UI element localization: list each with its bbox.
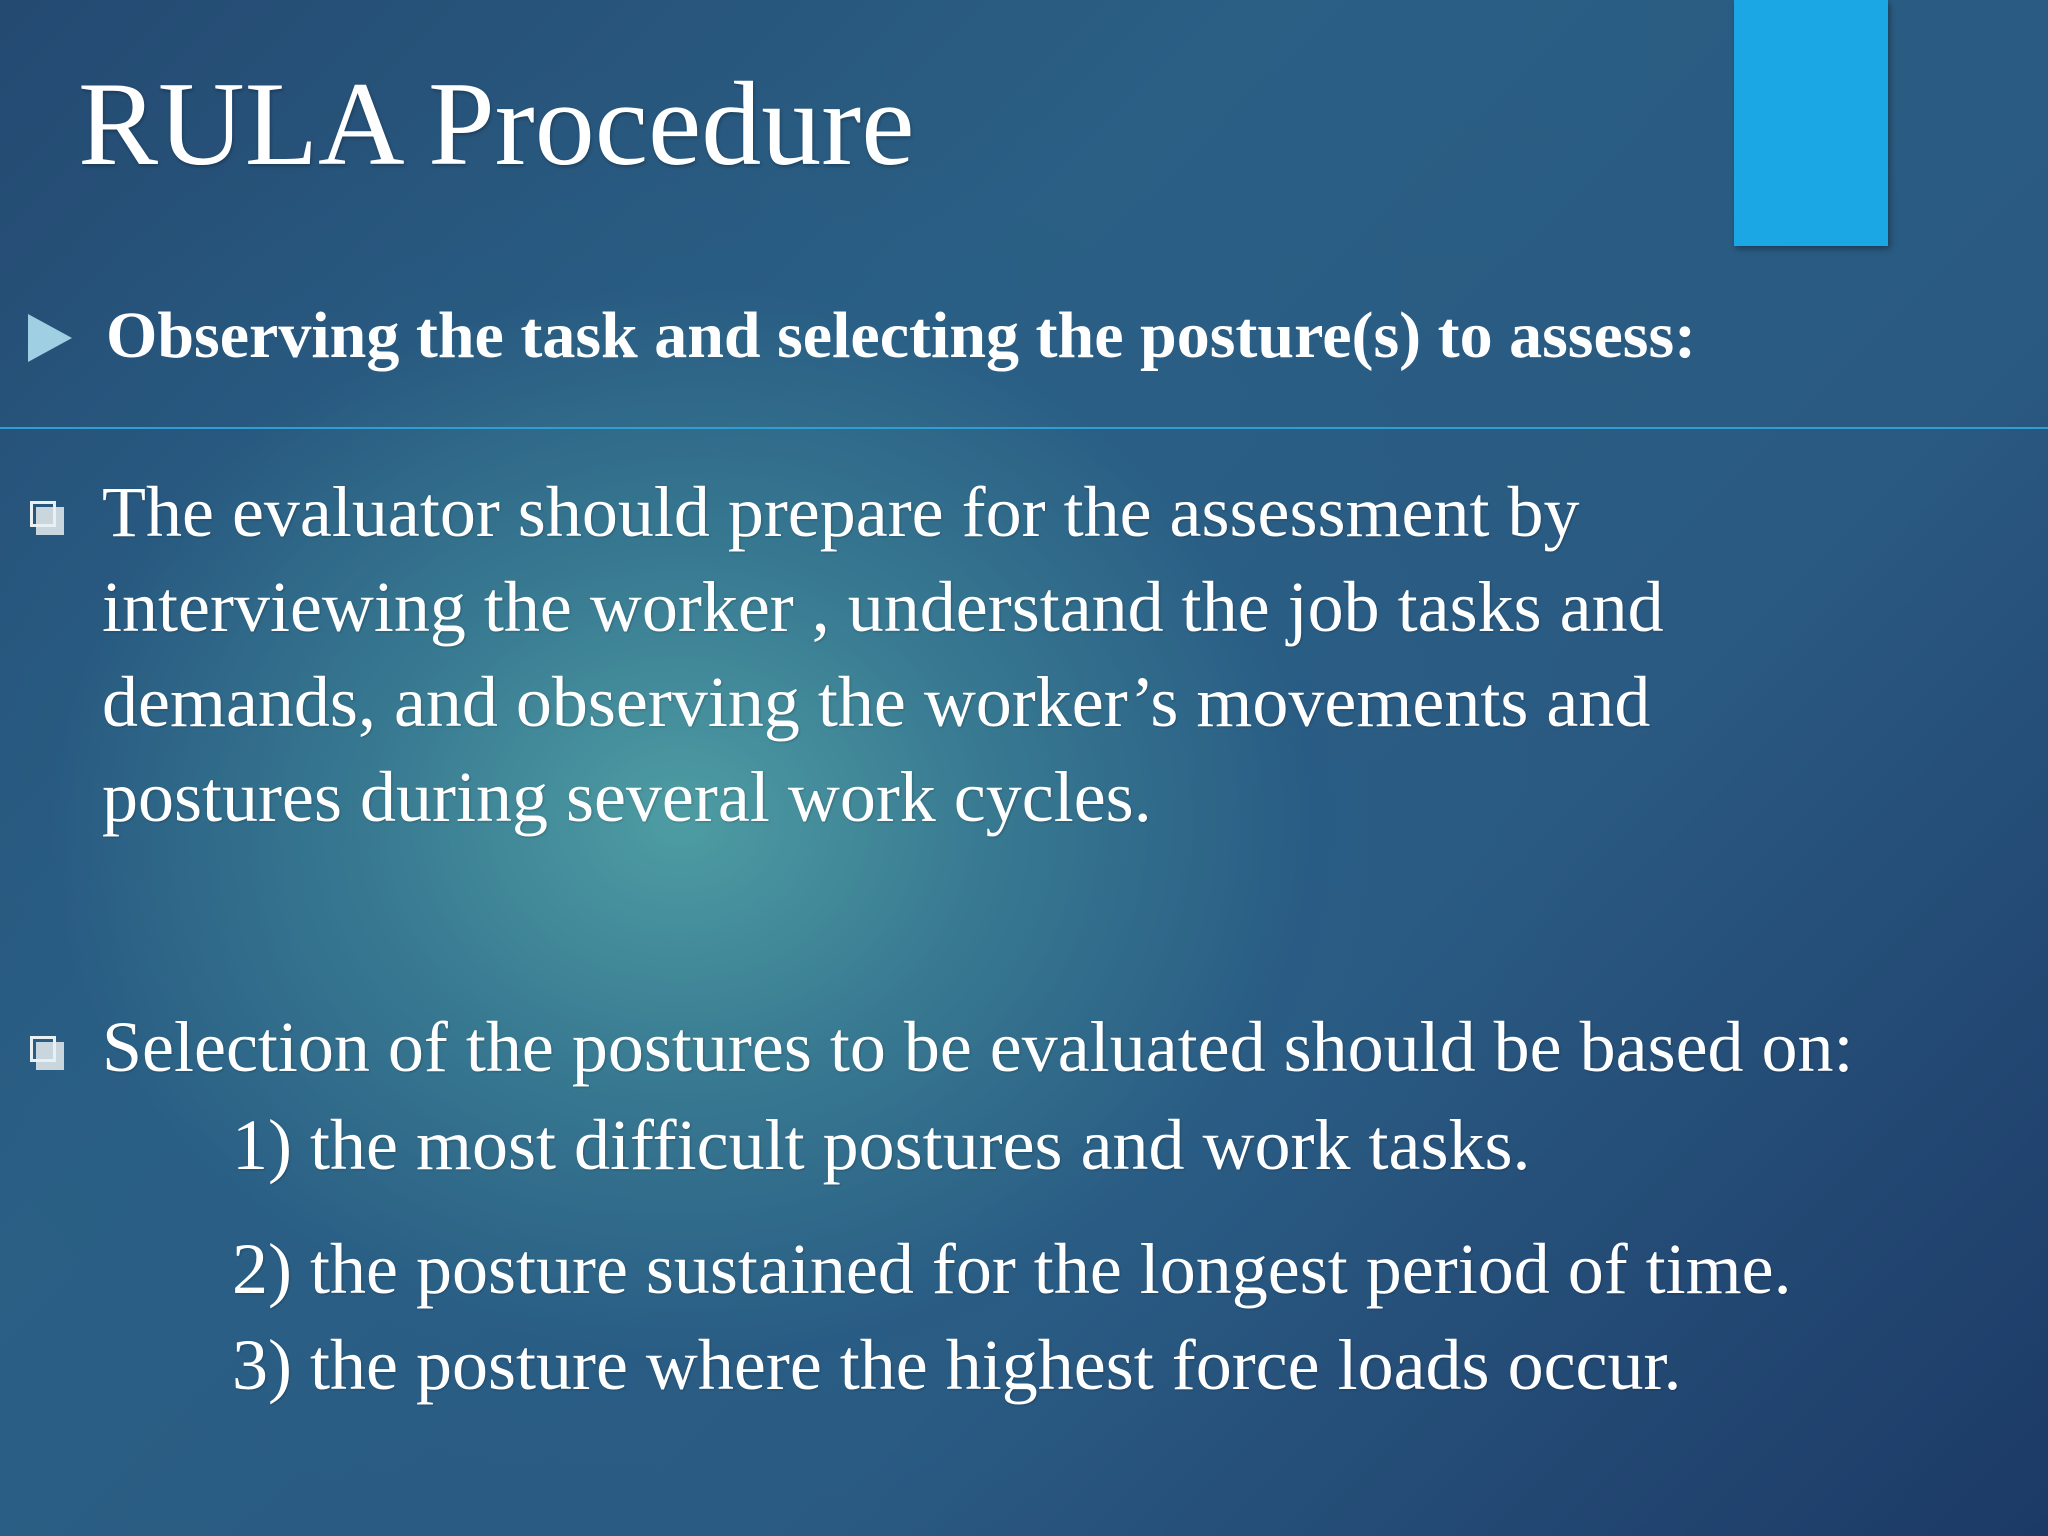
subheading <box>28 300 1696 373</box>
bullet-item-1 <box>30 465 2020 845</box>
subheading-text: Observing the task and selecting the posture(s) to assess: <box>106 299 1697 372</box>
sub-item-1: 1) the most difficult postures and work tasks. <box>232 1105 1531 1185</box>
bullet-text: The evaluator should prepare for the assessment by interviewing the worker , understand the job tasks and demands, and observing the worker’s movements and postures during several work cycles. <box>102 472 1664 837</box>
bullet-item-2 <box>30 1000 2020 1095</box>
slide-title: RULA Procedure <box>78 57 915 190</box>
divider <box>0 427 2048 429</box>
triangle-bullet-icon <box>28 314 72 362</box>
sub-item-3: 3) the posture where the highest force loads occur. <box>232 1325 1682 1405</box>
accent-tab <box>1734 0 1888 246</box>
checkbox-bullet-icon <box>30 1036 64 1070</box>
bullet-text: Selection of the postures to be evaluated should be based on: <box>102 1007 1854 1087</box>
checkbox-bullet-icon <box>30 501 64 535</box>
sub-item-2: 2) the posture sustained for the longest period of time. <box>232 1229 1792 1309</box>
